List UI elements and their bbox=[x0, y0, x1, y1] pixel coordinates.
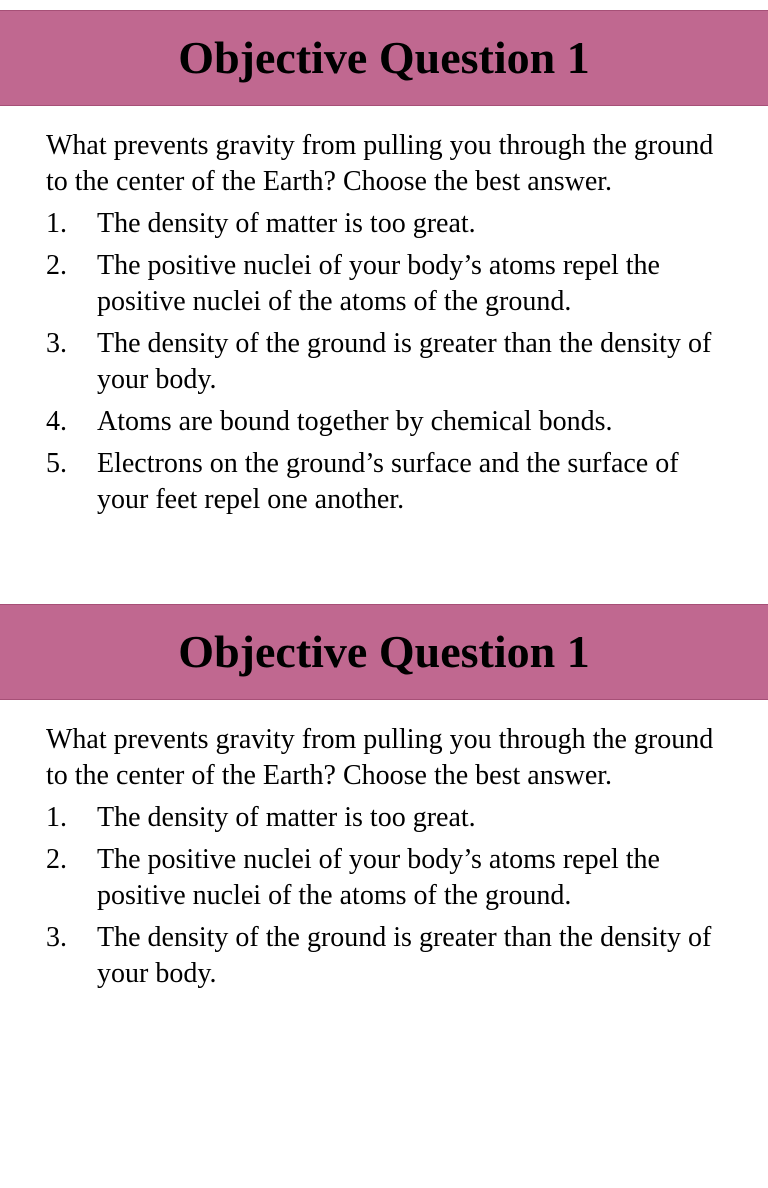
option-number: 3. bbox=[46, 922, 67, 953]
answer-option-3 bbox=[46, 326, 736, 398]
option-number: 5. bbox=[46, 448, 67, 479]
slide-title: Objective Question 1 bbox=[178, 32, 590, 83]
option-number: 4. bbox=[46, 406, 67, 437]
option-text: The positive nuclei of your body’s atoms repel the positive nuclei of the atoms of the ground. bbox=[97, 844, 660, 911]
slide-2 bbox=[0, 594, 768, 1188]
option-text: The density of the ground is greater than the density of your body. bbox=[97, 922, 712, 989]
option-number: 2. bbox=[46, 250, 67, 281]
slide-body bbox=[46, 128, 736, 524]
option-text: The density of matter is too great. bbox=[97, 802, 476, 833]
option-text: Electrons on the ground’s surface and the surface of your feet repel one another. bbox=[97, 448, 679, 515]
answer-option-2 bbox=[46, 842, 736, 914]
answer-option-5 bbox=[46, 446, 736, 518]
question-text: What prevents gravity from pulling you through the ground to the center of the Earth? Choose the best answer. bbox=[46, 130, 714, 197]
answer-option-2 bbox=[46, 248, 736, 320]
slide-title-bar bbox=[0, 604, 768, 700]
answer-option-4 bbox=[46, 404, 736, 440]
option-text: The density of matter is too great. bbox=[97, 208, 476, 239]
question-text: What prevents gravity from pulling you through the ground to the center of the Earth? Choose the best answer. bbox=[46, 724, 714, 791]
option-number: 3. bbox=[46, 328, 67, 359]
slide-title-bar bbox=[0, 10, 768, 106]
option-number: 1. bbox=[46, 802, 67, 833]
slide-title: Objective Question 1 bbox=[178, 626, 590, 677]
answer-option-1 bbox=[46, 800, 736, 836]
answer-list bbox=[46, 800, 736, 992]
option-text: The density of the ground is greater than the density of your body. bbox=[97, 328, 712, 395]
slide-body bbox=[46, 722, 736, 998]
option-number: 2. bbox=[46, 844, 67, 875]
option-text: Atoms are bound together by chemical bonds. bbox=[97, 406, 613, 437]
option-text: The positive nuclei of your body’s atoms repel the positive nuclei of the atoms of the ground. bbox=[97, 250, 660, 317]
answer-option-1 bbox=[46, 206, 736, 242]
answer-option-3 bbox=[46, 920, 736, 992]
answer-list bbox=[46, 206, 736, 518]
option-number: 1. bbox=[46, 208, 67, 239]
